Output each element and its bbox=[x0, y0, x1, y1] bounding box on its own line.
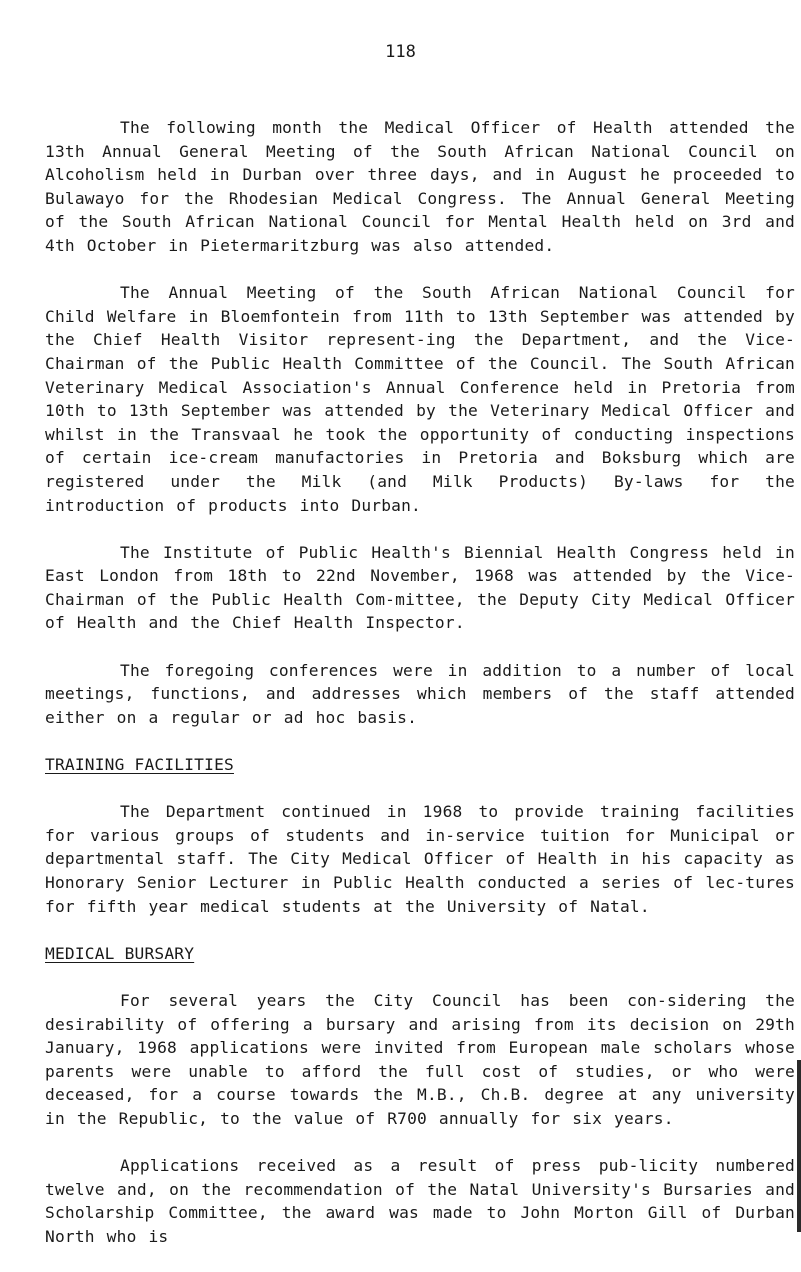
page-edge-shadow bbox=[797, 1060, 801, 1232]
paragraph-training: The Department continued in 1968 to provide training facilities for various groups of students and in-service tuition for Municipal or departmental staff. The City Medical Officer of Health in his capacity as Honorary Senior Lecturer in Public Health conducted a series of lec-tures for fifth year medical students at the University of Natal. bbox=[45, 802, 795, 916]
paragraph-bursary: For several years the City Council has been con-sidering the desirability of offering a bursary and arising from its decision on 29th January, 1968 applications were invited from European male scholars whose parents were unable to afford the full cost of studies, or who were deceased, for a course towards the M.B., Ch.B. degree at any university in the Republic, to the value of R700 annually for six years. bbox=[45, 990, 795, 1128]
paragraph-child-welfare: The Annual Meeting of the South African National Council for Child Welfare in Bloemfontein from 11th to 13th September was attended by the Chief Health Visitor represent-ing the Department, and the Vice-Chairman of the Public Health Committee of the Council. The South African Veterinary Medical Association's Annual Conference held in Pretoria from 10th to 13th September was attended by the Veterinary Medical Officer and whilst in the Transvaal he took the opportunity of conducting inspections of certain ice-cream manufactories in Pretoria and Boksburg which are registered under the Milk (and Milk Products) By-laws for the introduction of products into Durban. bbox=[45, 283, 795, 515]
paragraph-applications: Applications received as a result of press pub-licity numbered twelve and, on the recommendation of the Natal University's Bursaries and Scholarship Committee, the award was made to John Morton Gill of Durban North who is bbox=[45, 1156, 795, 1246]
paragraph-health-congress: The Institute of Public Health's Biennial Health Congress held in East London from 18th to 22nd November, 1968 was attended by the Vice-Chairman of the Public Health Com-mittee, the Deputy City Medical Officer of Health and the Chief Health Inspector. bbox=[45, 542, 795, 633]
document-body bbox=[45, 116, 795, 1272]
paragraph-meetings: The following month the Medical Officer of Health attended the 13th Annual General Meeting of the South African National Council on Alcoholism held in Durban over three days, and in August he proceeded to Bulawayo for the Rhodesian Medical Congress. The Annual General Meeting of the South African National Council for Mental Health held on 3rd and 4th October in Pietermaritzburg was also attended. bbox=[45, 118, 795, 255]
heading-medical-bursary: MEDICAL BURSARY bbox=[45, 943, 195, 963]
heading-training-facilities: TRAINING FACILITIES bbox=[45, 755, 234, 775]
paragraph-local-meetings: The foregoing conferences were in addition to a number of local meetings, functions, and addresses which members of the staff attended either on a regular or ad hoc basis. bbox=[45, 660, 795, 727]
page-number: 118 bbox=[385, 42, 416, 62]
